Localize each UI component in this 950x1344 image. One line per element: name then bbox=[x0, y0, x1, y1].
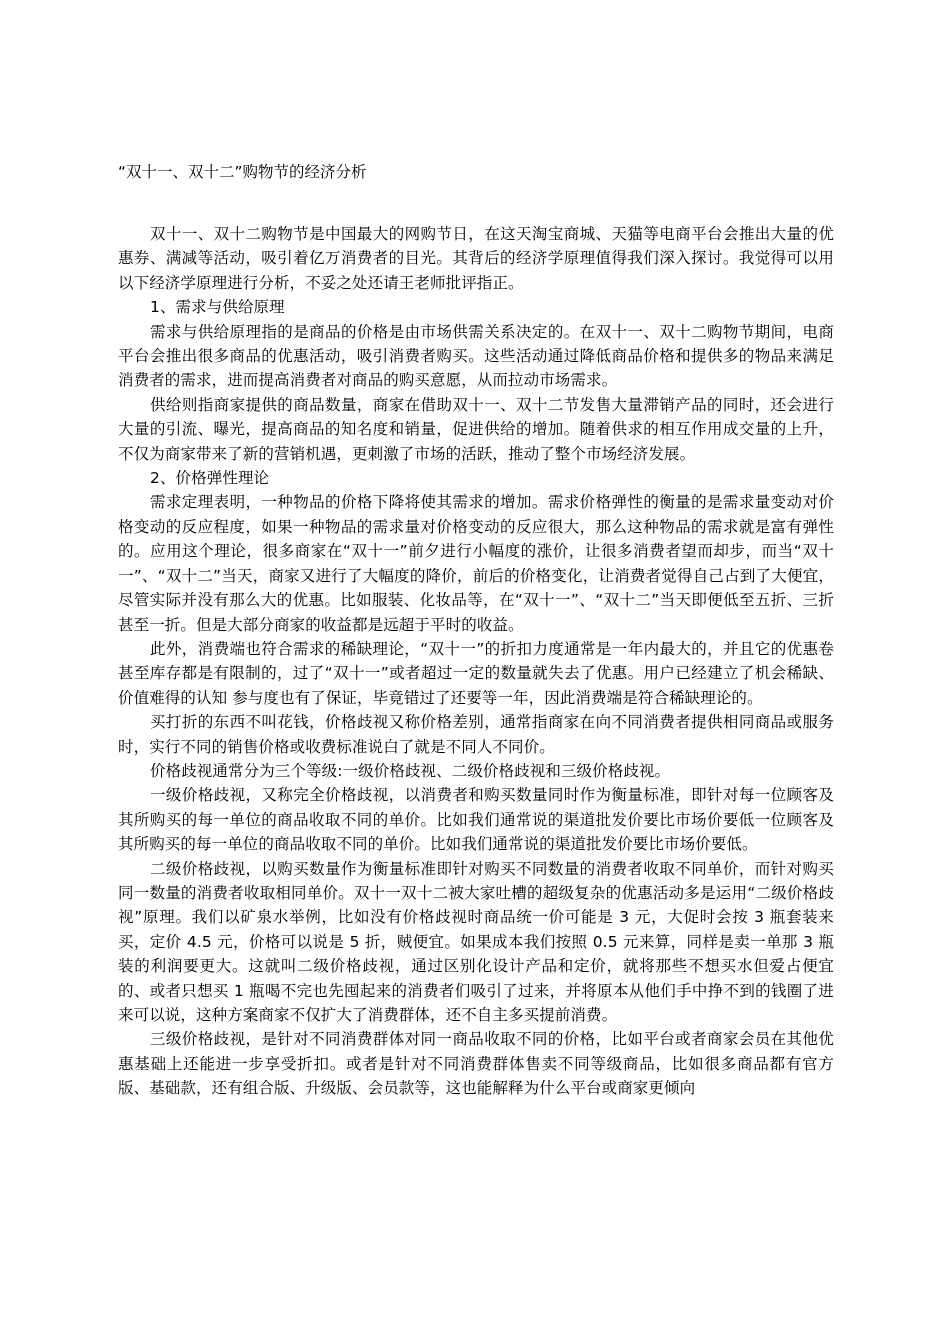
document-body bbox=[118, 222, 834, 1101]
section-heading-price-elasticity: 2、价格弹性理论 bbox=[150, 469, 270, 488]
document-page bbox=[118, 160, 834, 1101]
paragraph-second-degree: 二级价格歧视，以购买数量作为衡量标准即针对购买不同数量的消费者收取不同单价，而针对购买同一数量的消费者收取相同单价。双十一双十二被大家吐槽的超级复杂的优惠活动多是运用“二级价格歧视”原理。我们以矿泉水举例，比如没有价格歧视时商品统一价可能是 3 元，大促时会按 3 瓶套装来买，定价 4.5 元，价格可以说是 5 折，贼便宜。如果成本我们按照 0.5 元来算，同样是卖一单那 3 瓶装的利润要更大。这就叫二级价格歧视，通过区别化设计产品和定价，就将那些不想买水但爱占便宜的、或者只想买 1 瓶喝不完也先囤起来的消费者们吸引了过来，并将原本从他们手中挣不到的钱圈了进来可以说，这种方案商家不仅扩大了消费群体，还不自主多买提前消费。 bbox=[118, 859, 834, 1024]
paragraph-first-degree: 一级价格歧视，又称完全价格歧视，以消费者和购买数量同时作为衡量标准，即针对每一位顾客及其所购买的每一单位的商品收取不同的单价。比如我们通常说的渠道批发价要比市场价要低一位顾客及其所购买的每一单位的商品收取不同的单价。比如我们通常说的渠道批发价要比市场价要低。 bbox=[118, 786, 834, 854]
paragraph-scarcity: 此外，消费端也符合需求的稀缺理论，“双十一”的折扣力度通常是一年内最大的，并且它的优惠卷甚至库存都是有限制的，过了“双十一”或者超过一定的数量就失去了优惠。用户已经建立了机会稀缺、价值难得的认知 参与度也有了保证，毕竟错过了还要等一年，因此消费端是符合稀缺理论的。 bbox=[118, 639, 834, 707]
section-heading-supply-demand: 1、需求与供给原理 bbox=[150, 298, 285, 317]
paragraph-supply: 供给则指商家提供的商品数量，商家在借助双十一、双十二节发售大量滞销产品的同时，还会进行大量的引流、曝光，提高商品的知名度和销量，促进供给的增加。随着供求的相互作用成交量的上升，不仅为商家带来了新的营销机遇，更刺激了市场的活跃，推动了整个市场经济发展。 bbox=[118, 395, 834, 463]
document-title: “双十一、双十二”购物节的经济分析 bbox=[118, 163, 367, 181]
paragraph-demand: 需求与供给原理指的是商品的价格是由市场供需关系决定的。在双十一、双十二购物节期间，电商平台会推出很多商品的优惠活动，吸引消费者购买。这些活动通过降低商品价格和提供多的物品来满足消费者的需求，进而提高消费者对商品的购买意愿，从而拉动市场需求。 bbox=[118, 322, 834, 390]
paragraph-elasticity: 需求定理表明，一种物品的价格下降将使其需求的增加。需求价格弹性的衡量的是需求量变动对价格变动的反应程度，如果一种物品的需求量对价格变动的反应很大，那么这种物品的需求就是富有弹性的。应用这个理论，很多商家在“双十一”前夕进行小幅度的涨价，让很多消费者望而却步，而当“双十一”、“双十二”当天，商家又进行了大幅度的降价，前后的价格变化，让消费者觉得自己占到了大便宜，尽管实际并没有那么大的优惠。比如服装、化妆品等，在“双十一”、“双十二”当天即便低至五折、三折甚至一折。但是大部分商家的收益都是远超于平时的收益。 bbox=[118, 493, 834, 634]
paragraph-discrimination-levels: 价格歧视通常分为三个等级:一级价格歧视、二级价格歧视和三级价格歧视。 bbox=[150, 761, 671, 780]
paragraph-price-discrimination: 买打折的东西不叫花钱，价格歧视又称价格差别，通常指商家在向不同消费者提供相同商品或服务时，实行不同的销售价格或收费标准说白了就是不同人不同价。 bbox=[118, 713, 834, 756]
paragraph-intro: 双十一、双十二购物节是中国最大的网购节日，在这天淘宝商城、天猫等电商平台会推出大量的优惠券、满减等活动，吸引着亿万消费者的目光。其背后的经济学原理值得我们深入探讨。我觉得可以用以下经济学原理进行分析，不妥之处还请王老师批评指正。 bbox=[118, 225, 834, 292]
paragraph-third-degree: 三级价格歧视，是针对不同消费群体对同一商品收取不同的价格，比如平台或者商家会员在其他优惠基础上还能进一步享受折扣。或者是针对不同消费群体售卖不同等级商品，比如很多商品都有官方版、基础款，还有组合版、升级版、会员款等，这也能解释为什么平台或商家更倾向 bbox=[118, 1030, 834, 1098]
